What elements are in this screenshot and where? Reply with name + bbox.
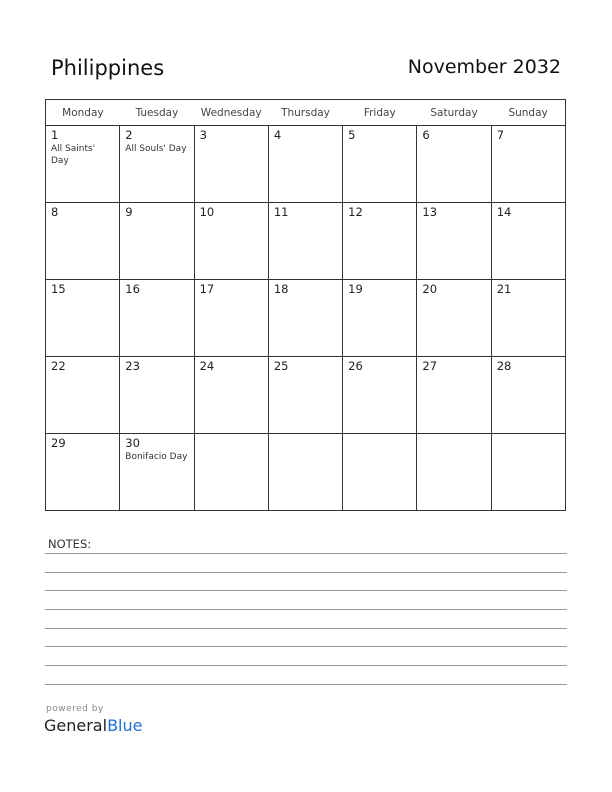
day-number: 30 — [125, 436, 140, 450]
day-cell — [417, 203, 491, 280]
day-cell-empty — [343, 434, 417, 511]
day-cell — [417, 280, 491, 357]
day-cell — [46, 126, 120, 203]
day-number: 23 — [125, 359, 140, 373]
day-cell — [268, 357, 342, 434]
day-cell — [491, 280, 565, 357]
notes-line — [45, 590, 567, 591]
notes-line — [45, 628, 567, 629]
notes-line — [45, 572, 567, 573]
day-cell — [46, 203, 120, 280]
weekday-header: Monday — [46, 100, 120, 126]
day-cell-empty — [417, 434, 491, 511]
day-number: 27 — [422, 359, 438, 373]
holiday-label: Bonifacio Day — [125, 452, 188, 462]
day-cell — [120, 280, 194, 357]
day-number: 5 — [348, 128, 356, 142]
day-number: 18 — [273, 282, 289, 296]
holiday-label: All Souls' Day — [125, 144, 187, 154]
notes-line — [45, 646, 567, 647]
day-number: 14 — [496, 205, 512, 219]
day-number: 6 — [422, 128, 430, 142]
day-number: 7 — [496, 128, 505, 142]
day-cell — [491, 203, 565, 280]
notes-line — [45, 553, 567, 554]
brand-blue: Blue — [107, 716, 143, 735]
day-number: 16 — [125, 282, 140, 296]
week-row — [46, 126, 566, 203]
powered-by-label: powered by — [46, 704, 104, 714]
day-number: 3 — [199, 128, 207, 142]
day-cell-empty — [194, 434, 268, 511]
day-number: 28 — [496, 359, 512, 373]
day-number: 26 — [348, 359, 363, 373]
day-cell — [194, 280, 268, 357]
day-number: 4 — [273, 128, 282, 142]
notes-line — [45, 665, 567, 666]
day-number: 17 — [199, 282, 215, 296]
day-cell — [194, 126, 268, 203]
day-number: 13 — [422, 205, 438, 219]
day-number: 25 — [273, 359, 289, 373]
day-number: 9 — [125, 205, 133, 219]
day-number: 11 — [273, 205, 289, 219]
day-cell — [491, 126, 565, 203]
day-cell — [268, 280, 342, 357]
day-cell — [120, 357, 194, 434]
day-cell — [417, 357, 491, 434]
calendar-grid — [45, 99, 566, 511]
day-number: 8 — [51, 205, 59, 219]
day-number: 24 — [199, 359, 215, 373]
day-number: 1 — [51, 128, 59, 142]
brand-logo — [44, 716, 142, 735]
day-cell — [417, 126, 491, 203]
day-cell — [46, 357, 120, 434]
day-cell — [46, 434, 120, 511]
day-cell — [343, 357, 417, 434]
page-title-country: Philippines — [51, 56, 165, 80]
weekday-header-row — [46, 100, 566, 126]
day-number: 20 — [422, 282, 438, 296]
day-cell — [343, 280, 417, 357]
day-number: 22 — [51, 359, 66, 373]
day-number: 15 — [51, 282, 66, 296]
notes-line — [45, 684, 567, 685]
day-cell — [194, 203, 268, 280]
day-cell — [120, 434, 194, 511]
day-cell — [491, 357, 565, 434]
day-number: 12 — [348, 205, 363, 219]
week-row — [46, 434, 566, 511]
page-title-month: November 2032 — [407, 56, 561, 78]
weekday-header: Wednesday — [194, 100, 268, 126]
day-cell — [120, 203, 194, 280]
notes-label: NOTES: — [48, 537, 92, 551]
day-cell — [194, 357, 268, 434]
day-cell-empty — [491, 434, 565, 511]
day-cell — [46, 280, 120, 357]
week-row — [46, 203, 566, 280]
day-number: 21 — [496, 282, 512, 296]
day-cell — [268, 203, 342, 280]
weekday-header: Thursday — [268, 100, 342, 126]
day-number: 19 — [348, 282, 363, 296]
day-cell — [120, 126, 194, 203]
day-number: 2 — [125, 128, 133, 142]
day-number: 10 — [199, 205, 215, 219]
weekday-header: Saturday — [417, 100, 491, 126]
day-cell — [343, 126, 417, 203]
holiday-label: All Saints' Day — [51, 144, 96, 166]
week-row — [46, 280, 566, 357]
day-cell — [343, 203, 417, 280]
day-cell — [268, 126, 342, 203]
brand-general: General — [44, 716, 108, 735]
day-cell-empty — [268, 434, 342, 511]
day-number: 29 — [51, 436, 66, 450]
notes-line — [45, 609, 567, 610]
weekday-header: Tuesday — [120, 100, 194, 126]
weekday-header: Sunday — [491, 100, 565, 126]
weekday-header: Friday — [343, 100, 417, 126]
week-row — [46, 357, 566, 434]
